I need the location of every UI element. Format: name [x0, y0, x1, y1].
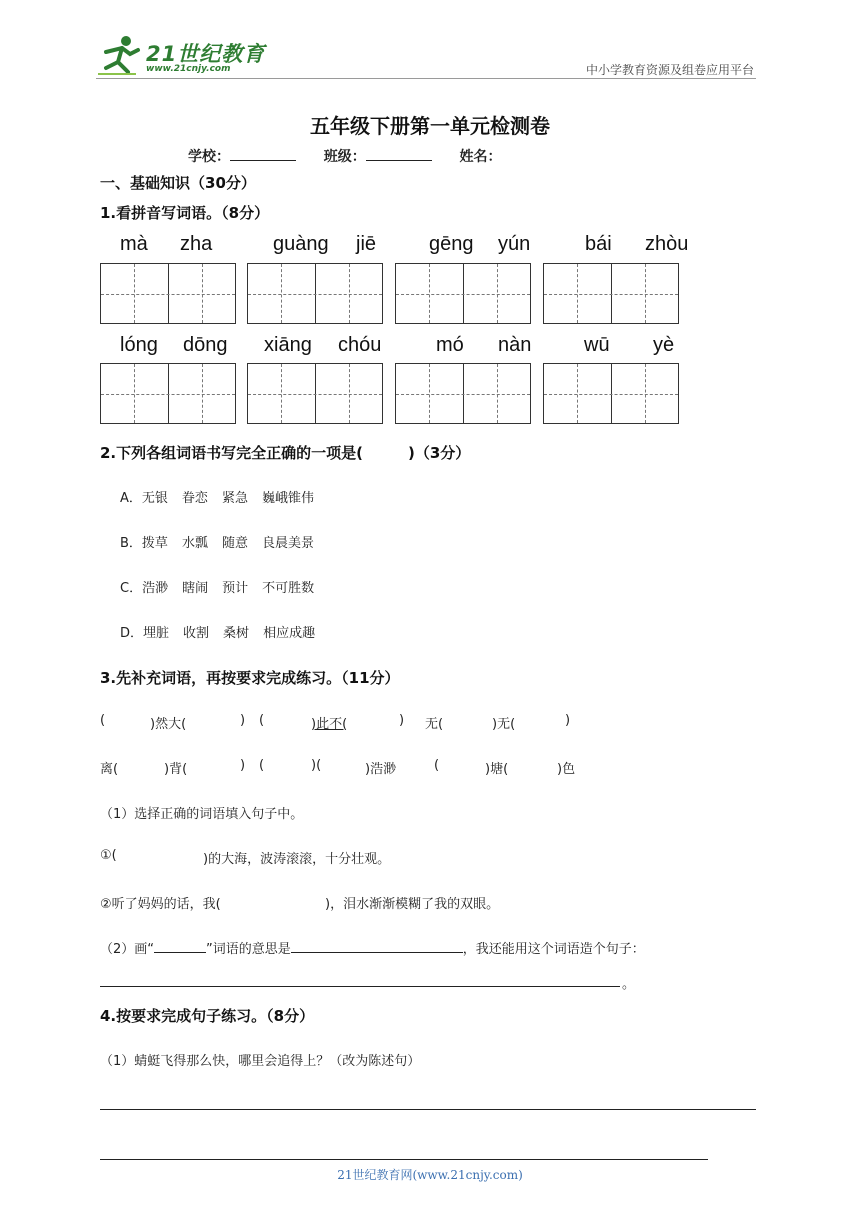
sub2-part-a: （2）画“ [100, 942, 155, 957]
option-label: A． [120, 491, 142, 506]
option-word: 随意 [221, 536, 248, 551]
sub-question-1: （1）选择正确的词语填入句子中。 [100, 807, 304, 822]
question-4-heading: 4.按要求完成句子练习。（8分） [100, 1007, 315, 1025]
sub-question-2 [100, 938, 645, 957]
fill-token: )此不( [311, 717, 348, 732]
sub-question-1: （1）蜻蜓飞得那么快，哪里会追得上？（改为陈述句） [100, 1054, 421, 1069]
answer-line[interactable] [100, 1159, 708, 1160]
pinyin: zha [180, 233, 213, 255]
option-word: 不可胜数 [262, 581, 315, 596]
option-word: 相应成趣 [263, 626, 316, 641]
pinyin: nàn [498, 334, 532, 356]
fill-token: )无( [492, 717, 516, 732]
fill-token: )色 [557, 762, 576, 777]
fill-token: ) [240, 758, 246, 773]
option-label: B． [120, 536, 142, 551]
fill-token: 无( [425, 717, 444, 732]
logo-text: 21世纪教育 [146, 42, 266, 66]
answer-line[interactable] [100, 986, 620, 987]
fill-token: ( [259, 713, 265, 728]
option-label: D． [120, 626, 144, 641]
fill-token: ( [259, 758, 265, 773]
option-word: 预计 [222, 581, 249, 596]
character-grid[interactable] [247, 263, 383, 324]
pinyin: wū [584, 334, 610, 356]
fill-token: ) [240, 713, 246, 728]
section-heading: 一、基础知识（30分） [100, 174, 256, 192]
class-label: 班级： [323, 149, 366, 165]
sentence-2-end: )，泪水渐渐模糊了我的双眼。 [325, 897, 500, 912]
option-word: 埋脏 [143, 626, 170, 641]
sentence-1-end: )的大海，波涛滚滚，十分壮观。 [203, 852, 391, 867]
fill-token: ( [434, 758, 440, 773]
pinyin: chóu [338, 334, 382, 356]
option-word: 水瓢 [181, 536, 208, 551]
sentence-2-start: ②听了妈妈的话，我( [100, 897, 221, 912]
character-grid[interactable] [543, 363, 679, 424]
fill-token: ) [399, 713, 405, 728]
sentence-1-start: ①( [100, 848, 117, 863]
character-grid[interactable] [247, 363, 383, 424]
character-grid[interactable] [100, 363, 236, 424]
page-title: 五年级下册第一单元检测卷 [310, 114, 550, 138]
option-word: 眷恋 [181, 491, 208, 506]
pinyin: yún [498, 233, 531, 255]
pinyin: dōng [183, 334, 228, 356]
option-word: 紧急 [221, 491, 248, 506]
question-3-heading: 3.先补充词语，再按要求完成练习。（11分） [100, 669, 400, 687]
pinyin: gēng [429, 233, 474, 255]
platform-label: 中小学教育资源及组卷应用平台 [585, 63, 754, 77]
fill-token: )浩渺 [365, 762, 397, 777]
option-word: 瞎闹 [182, 581, 209, 596]
option-word: 浩渺 [142, 581, 169, 596]
character-grid[interactable] [100, 263, 236, 324]
fill-token: )( [311, 758, 322, 773]
meaning-blank[interactable] [291, 952, 463, 953]
runner-logo-icon [96, 34, 142, 76]
fill-token: )背( [164, 762, 188, 777]
option-a[interactable] [120, 487, 328, 506]
fill-token: )然大( [150, 717, 187, 732]
pinyin: mó [436, 334, 464, 356]
option-label: C． [120, 581, 143, 596]
pinyin: guàng [273, 233, 329, 255]
period-mark: 。 [622, 977, 636, 992]
fill-token: 离( [100, 762, 119, 777]
word-blank[interactable] [154, 952, 206, 953]
class-blank[interactable] [366, 160, 432, 161]
option-d[interactable] [120, 622, 329, 641]
option-word: 巍峨锥伟 [261, 491, 314, 506]
fill-token: ) [565, 713, 571, 728]
character-grid[interactable] [395, 263, 531, 324]
school-label: 学校： [188, 149, 230, 165]
site-logo [96, 34, 266, 78]
pinyin: bái [585, 233, 612, 255]
option-word: 无银 [141, 491, 168, 506]
pinyin: yè [653, 334, 675, 356]
option-word: 良晨美景 [261, 536, 314, 551]
footer-source: 21世纪教育网(www.21cnjy.com) [337, 1168, 523, 1182]
fill-token: )塘( [485, 762, 509, 777]
pinyin: zhòu [645, 233, 689, 255]
option-c[interactable] [120, 577, 328, 596]
sub2-part-b: ”词语的意思是 [206, 942, 291, 957]
sub2-part-c: ，我还能用这个词语造个句子： [462, 942, 645, 957]
answer-line[interactable] [100, 1109, 756, 1110]
pinyin: mà [120, 233, 148, 255]
name-label: 姓名： [459, 149, 502, 165]
header-divider [96, 78, 756, 79]
student-info [188, 146, 502, 166]
school-blank[interactable] [230, 160, 296, 161]
pinyin: lóng [120, 334, 158, 356]
character-grid[interactable] [543, 263, 679, 324]
option-word: 收割 [183, 626, 210, 641]
pinyin: jiē [356, 233, 377, 255]
logo-url: www.21cnjy.com [146, 64, 231, 74]
character-grid[interactable] [395, 363, 531, 424]
option-b[interactable] [120, 532, 328, 551]
fill-token: ( [100, 713, 106, 728]
question-2-heading: 2.下列各组词语书写完全正确的一项是( )（3分） [100, 444, 471, 462]
option-word: 桑树 [223, 626, 250, 641]
option-word: 拨草 [141, 536, 168, 551]
pinyin: xiāng [264, 334, 312, 356]
question-1-heading: 1.看拼音写词语。（8分） [100, 204, 270, 222]
